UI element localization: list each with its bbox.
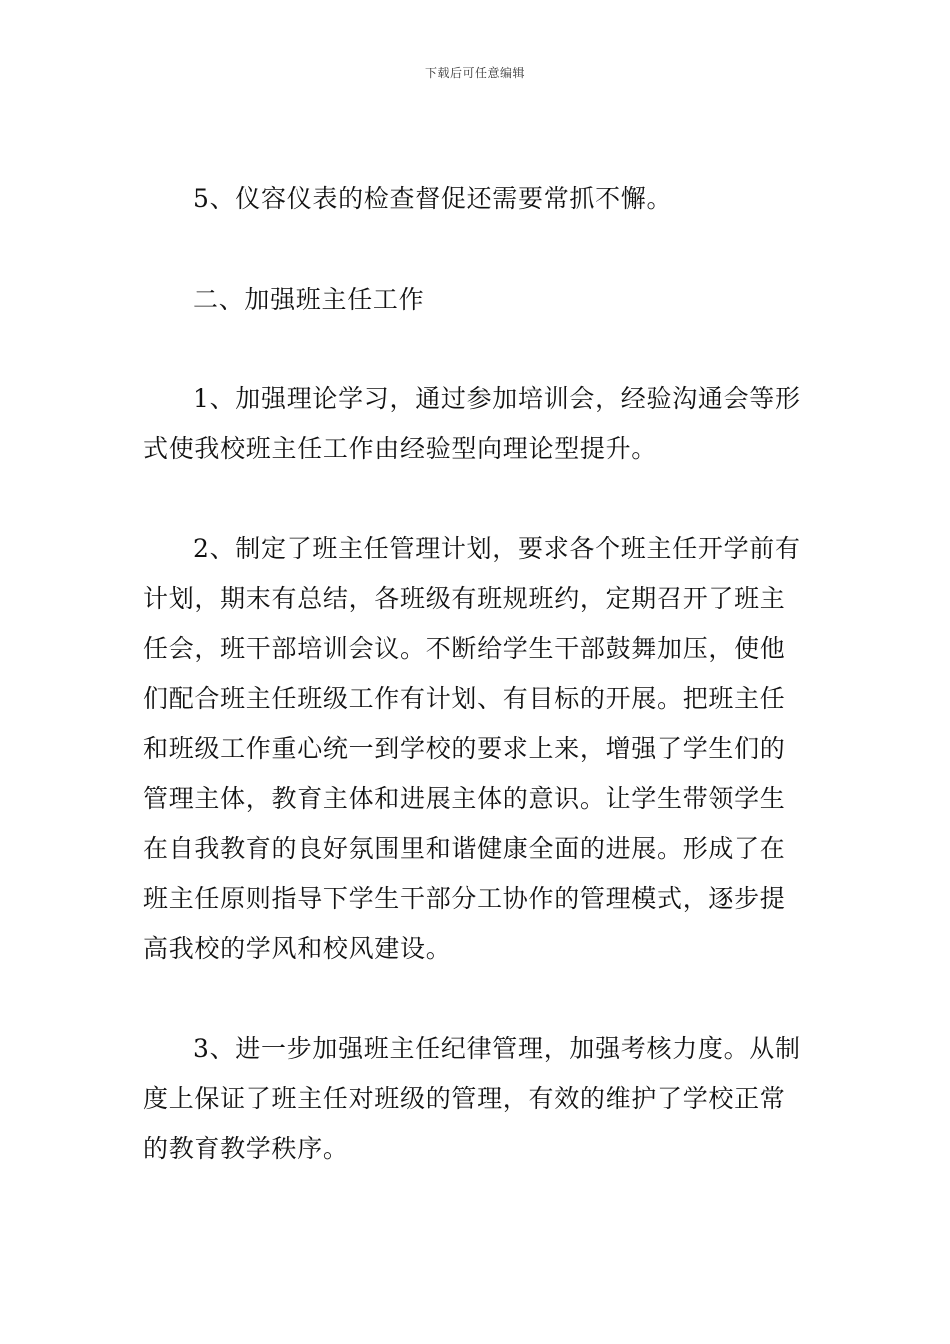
paragraph-line: 在自我教育的良好氛围里和谐健康全面的进展。形成了在 bbox=[143, 834, 786, 863]
paragraph-line: 式使我校班主任工作由经验型向理论型提升。 bbox=[143, 434, 658, 463]
paragraph-line: 任会，班干部培训会议。不断给学生干部鼓舞加压，使他 bbox=[143, 634, 786, 663]
paragraph-line: 3、进一步加强班主任纪律管理，加强考核力度。从制 bbox=[193, 1034, 801, 1063]
paragraph-line: 的教育教学秩序。 bbox=[143, 1134, 349, 1163]
paragraph-line: 2、制定了班主任管理计划，要求各个班主任开学前有 bbox=[193, 534, 801, 563]
paragraph-line: 管理主体，教育主体和进展主体的意识。让学生带领学生 bbox=[143, 784, 786, 813]
paragraph-line: 和班级工作重心统一到学校的要求上来，增强了学生们的 bbox=[143, 734, 786, 763]
paragraph-line: 高我校的学风和校风建设。 bbox=[143, 934, 452, 963]
paragraph-line: 计划，期末有总结，各班级有班规班约，定期召开了班主 bbox=[143, 584, 786, 613]
paragraph-line: 5、仪容仪表的检查督促还需要常抓不懈。 bbox=[193, 184, 673, 213]
paragraph-line: 班主任原则指导下学生干部分工协作的管理模式，逐步提 bbox=[143, 884, 786, 913]
paragraph-line: 们配合班主任班级工作有计划、有目标的开展。把班主任 bbox=[143, 684, 786, 713]
section-heading: 二、加强班主任工作 bbox=[193, 285, 425, 314]
paragraph-line: 1、加强理论学习，通过参加培训会，经验沟通会等形 bbox=[193, 384, 801, 413]
paragraph-line: 度上保证了班主任对班级的管理，有效的维护了学校正常 bbox=[143, 1084, 786, 1113]
page-header: 下载后可任意编辑 bbox=[424, 66, 525, 80]
